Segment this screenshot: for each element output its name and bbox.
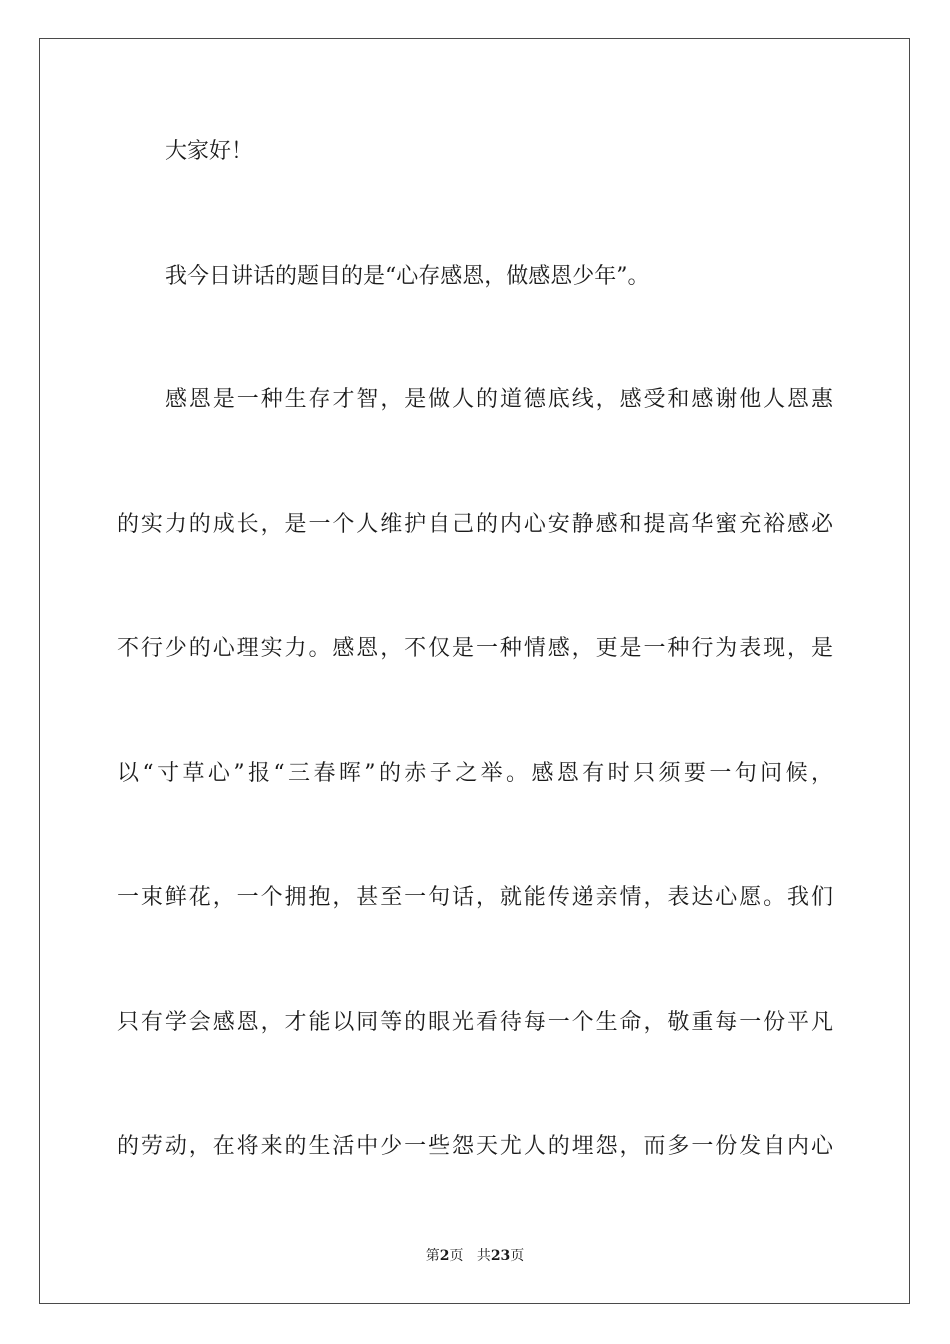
paragraph-line: 感恩是一种生存才智，是做人的道德底线，感受和感谢他人恩惠 bbox=[165, 387, 833, 412]
paragraph-line: 的劳动，在将来的生活中少一些怨天尤人的埋怨，而多一份发自内心 bbox=[117, 1134, 833, 1159]
greeting-line: 大家好！ bbox=[165, 139, 254, 164]
page-number: 2 bbox=[439, 1248, 450, 1264]
paragraph-line: 一束鲜花，一个拥抱，甚至一句话，就能传递亲情，表达心愿。我们 bbox=[117, 885, 833, 910]
total-prefix: 共 bbox=[476, 1248, 491, 1264]
page-footer bbox=[0, 1246, 950, 1266]
paragraph-line: 只有学会感恩，才能以同等的眼光看待每一个生命，敬重每一份平凡 bbox=[117, 1010, 833, 1035]
page-suffix: 页 bbox=[449, 1248, 464, 1264]
total-suffix: 页 bbox=[510, 1248, 525, 1264]
page-frame bbox=[39, 38, 910, 1304]
page-prefix: 第 bbox=[425, 1248, 440, 1264]
paragraph-line: 以“寸草心”报“三春晖”的赤子之举。感恩有时只须要一句问候， bbox=[117, 761, 833, 786]
paragraph-line: 的实力的成长，是一个人维护自己的内心安静感和提高华蜜充裕感必 bbox=[117, 512, 833, 537]
total-pages: 23 bbox=[490, 1248, 511, 1264]
paragraph-line: 不行少的心理实力。感恩，不仅是一种情感，更是一种行为表现，是 bbox=[117, 636, 833, 661]
topic-line: 我今日讲话的题目的是“心存感恩，做感恩少年”。 bbox=[165, 264, 650, 289]
